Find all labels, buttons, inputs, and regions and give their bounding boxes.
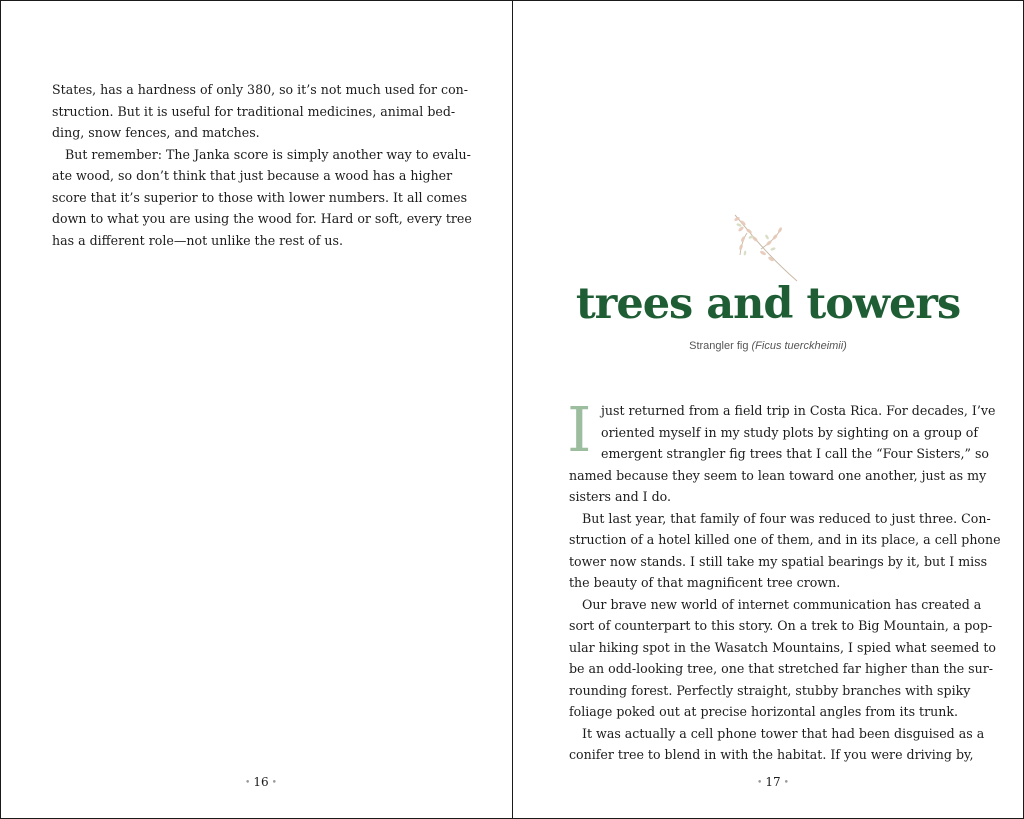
body-line: ding, snow fences, and matches. [52, 125, 260, 140]
ornament-caption [513, 340, 1023, 352]
body-line: It was actually a cell phone tower that had been disguised as a [582, 725, 985, 741]
page-number-text: 17 [765, 775, 781, 789]
body-line: ular hiking spot in the Wasatch Mountains, I spied what seemed to [569, 639, 997, 655]
body-line: has a different role—not unlike the rest of us. [52, 232, 343, 248]
body-line: be an odd-looking tree, one that stretched far higher than the sur- [569, 661, 994, 676]
left-body-text [52, 79, 472, 251]
body-line: conifer tree to blend in with the habitat. If you were driving by, [569, 747, 974, 762]
body-line: oriented myself in my study plots by sighting on a group of [601, 424, 979, 440]
body-line: down to what you are using the wood for. Hard or soft, every tree [52, 211, 472, 226]
body-line: the beauty of that magnificent tree crown. [569, 575, 841, 590]
body-line: just returned from a field trip in Costa Rica. For decades, I’ve [601, 403, 996, 418]
body-line: named because they seem to lean toward one another, just as my [569, 467, 987, 483]
body-line: sisters and I do. [569, 489, 672, 504]
page-number-left [242, 775, 280, 789]
body-line: But last year, that family of four was reduced to just three. Con- [582, 510, 991, 526]
body-line: struction of a hotel killed one of them, and in its place, a cell phone [569, 532, 1001, 547]
caption-species: (Ficus tuerckheimii) [751, 340, 847, 352]
right-page [513, 1, 1023, 818]
right-body-text [569, 400, 1001, 766]
body-line: Our brave new world of internet communication has created a [582, 596, 982, 612]
left-page [1, 1, 512, 818]
body-line: score that it’s superior to those with lower numbers. It all comes [52, 189, 468, 205]
page-number-right [754, 775, 792, 789]
folio-dot: • [271, 778, 277, 788]
body-line: States, has a hardness of only 380, so it’s not much used for con- [52, 82, 469, 97]
body-line: struction. But it is useful for traditional medicines, animal bed- [52, 103, 456, 119]
page-number-text: 16 [253, 775, 269, 789]
botanical-sprig-icon [731, 209, 803, 285]
folio-dot: • [245, 778, 251, 788]
body-line: But remember: The Janka score is simply another way to evalu- [65, 146, 471, 162]
folio-dot: • [783, 778, 789, 788]
caption-common-name: Strangler fig [689, 340, 749, 352]
body-line: foliage poked out at precise horizontal angles from its trunk. [569, 704, 958, 719]
chapter-title: trees and towers [575, 279, 961, 329]
body-line: emergent strangler fig trees that I call the “Four Sisters,” so [601, 446, 989, 461]
body-line: tower now stands. I still take my spatial bearings by it, but I miss [569, 553, 988, 569]
body-line: ate wood, so don’t think that just because a wood has a higher [52, 168, 453, 183]
folio-dot: • [757, 778, 763, 788]
body-line: sort of counterpart to this story. On a trek to Big Mountain, a pop- [569, 618, 993, 633]
body-line: rounding forest. Perfectly straight, stubby branches with spiky [569, 682, 971, 698]
drop-cap: I [567, 393, 592, 466]
